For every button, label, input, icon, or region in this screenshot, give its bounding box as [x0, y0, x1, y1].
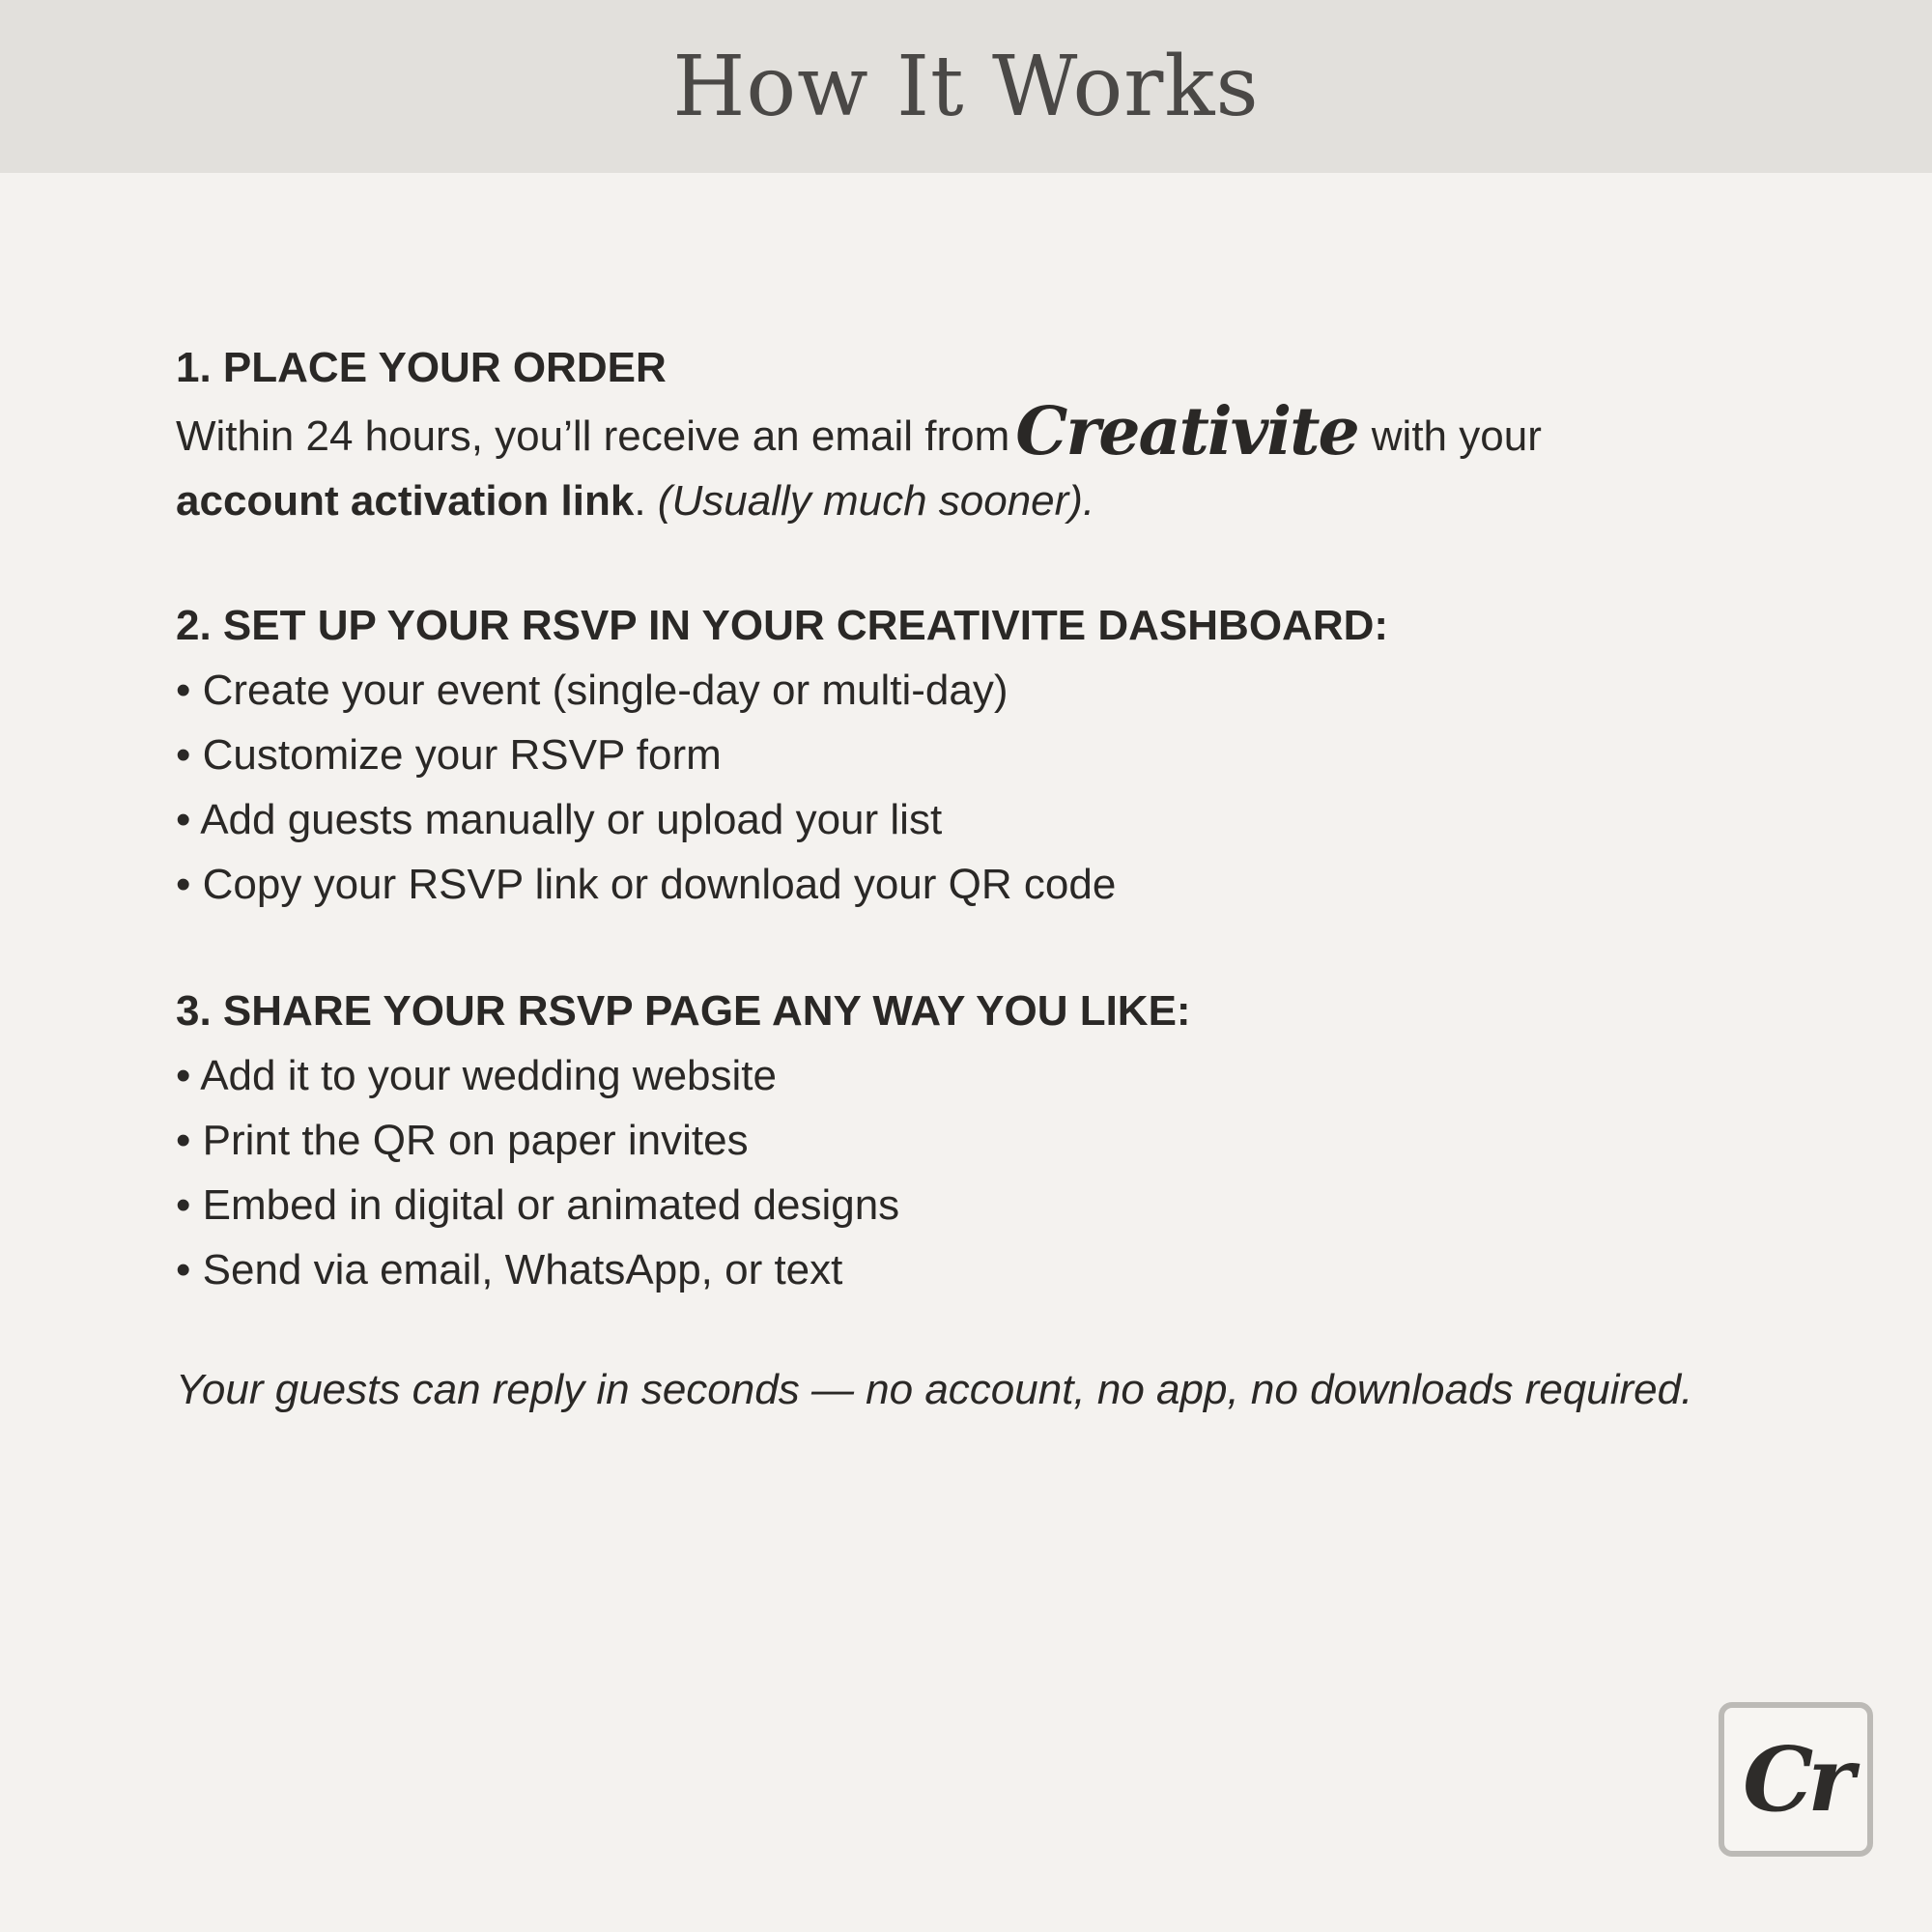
footer-note: Your guests can reply in seconds — no account, no app, no downloads required.: [176, 1366, 1693, 1413]
step-1-heading: 1. PLACE YOUR ORDER: [176, 344, 667, 391]
creativite-logo: [1719, 1702, 1873, 1857]
step-1-text-a: Within 24 hours, you’ll receive an email from: [176, 412, 1010, 460]
header-banner: [0, 0, 1932, 173]
sooner-note: (Usually much sooner).: [645, 477, 1095, 525]
step-1-text-2: [176, 469, 1542, 533]
step-2-heading: 2. SET UP YOUR RSVP IN YOUR CREATIVITE DASHBOARD:: [176, 602, 1389, 649]
step-3-heading: 3. SHARE YOUR RSVP PAGE ANY WAY YOU LIKE:: [176, 987, 1191, 1035]
list-item: • Customize your RSVP form: [176, 731, 722, 779]
step-3: [176, 979, 1191, 1302]
logo-monogram: Cr: [1743, 1727, 1849, 1832]
list-item: • Add guests manually or upload your list: [176, 796, 943, 843]
page-title: How It Works: [672, 38, 1260, 135]
list-item: • Send via email, WhatsApp, or text: [176, 1246, 843, 1293]
activation-link-text: account activation link: [176, 477, 635, 525]
list-item: • Print the QR on paper invites: [176, 1117, 749, 1164]
list-item: • Add it to your wedding website: [176, 1052, 777, 1099]
step-2: [176, 593, 1388, 917]
step-1-text-b: with your: [1371, 412, 1542, 460]
period: .: [634, 477, 646, 525]
step-1: [176, 335, 1542, 533]
step-1-text: [176, 393, 1542, 470]
creativite-brand-logo: Creativite: [1015, 393, 1358, 470]
list-item: • Copy your RSVP link or download your QR code: [176, 861, 1117, 908]
list-item: • Create your event (single-day or multi-day): [176, 667, 1009, 714]
list-item: • Embed in digital or animated designs: [176, 1181, 900, 1229]
